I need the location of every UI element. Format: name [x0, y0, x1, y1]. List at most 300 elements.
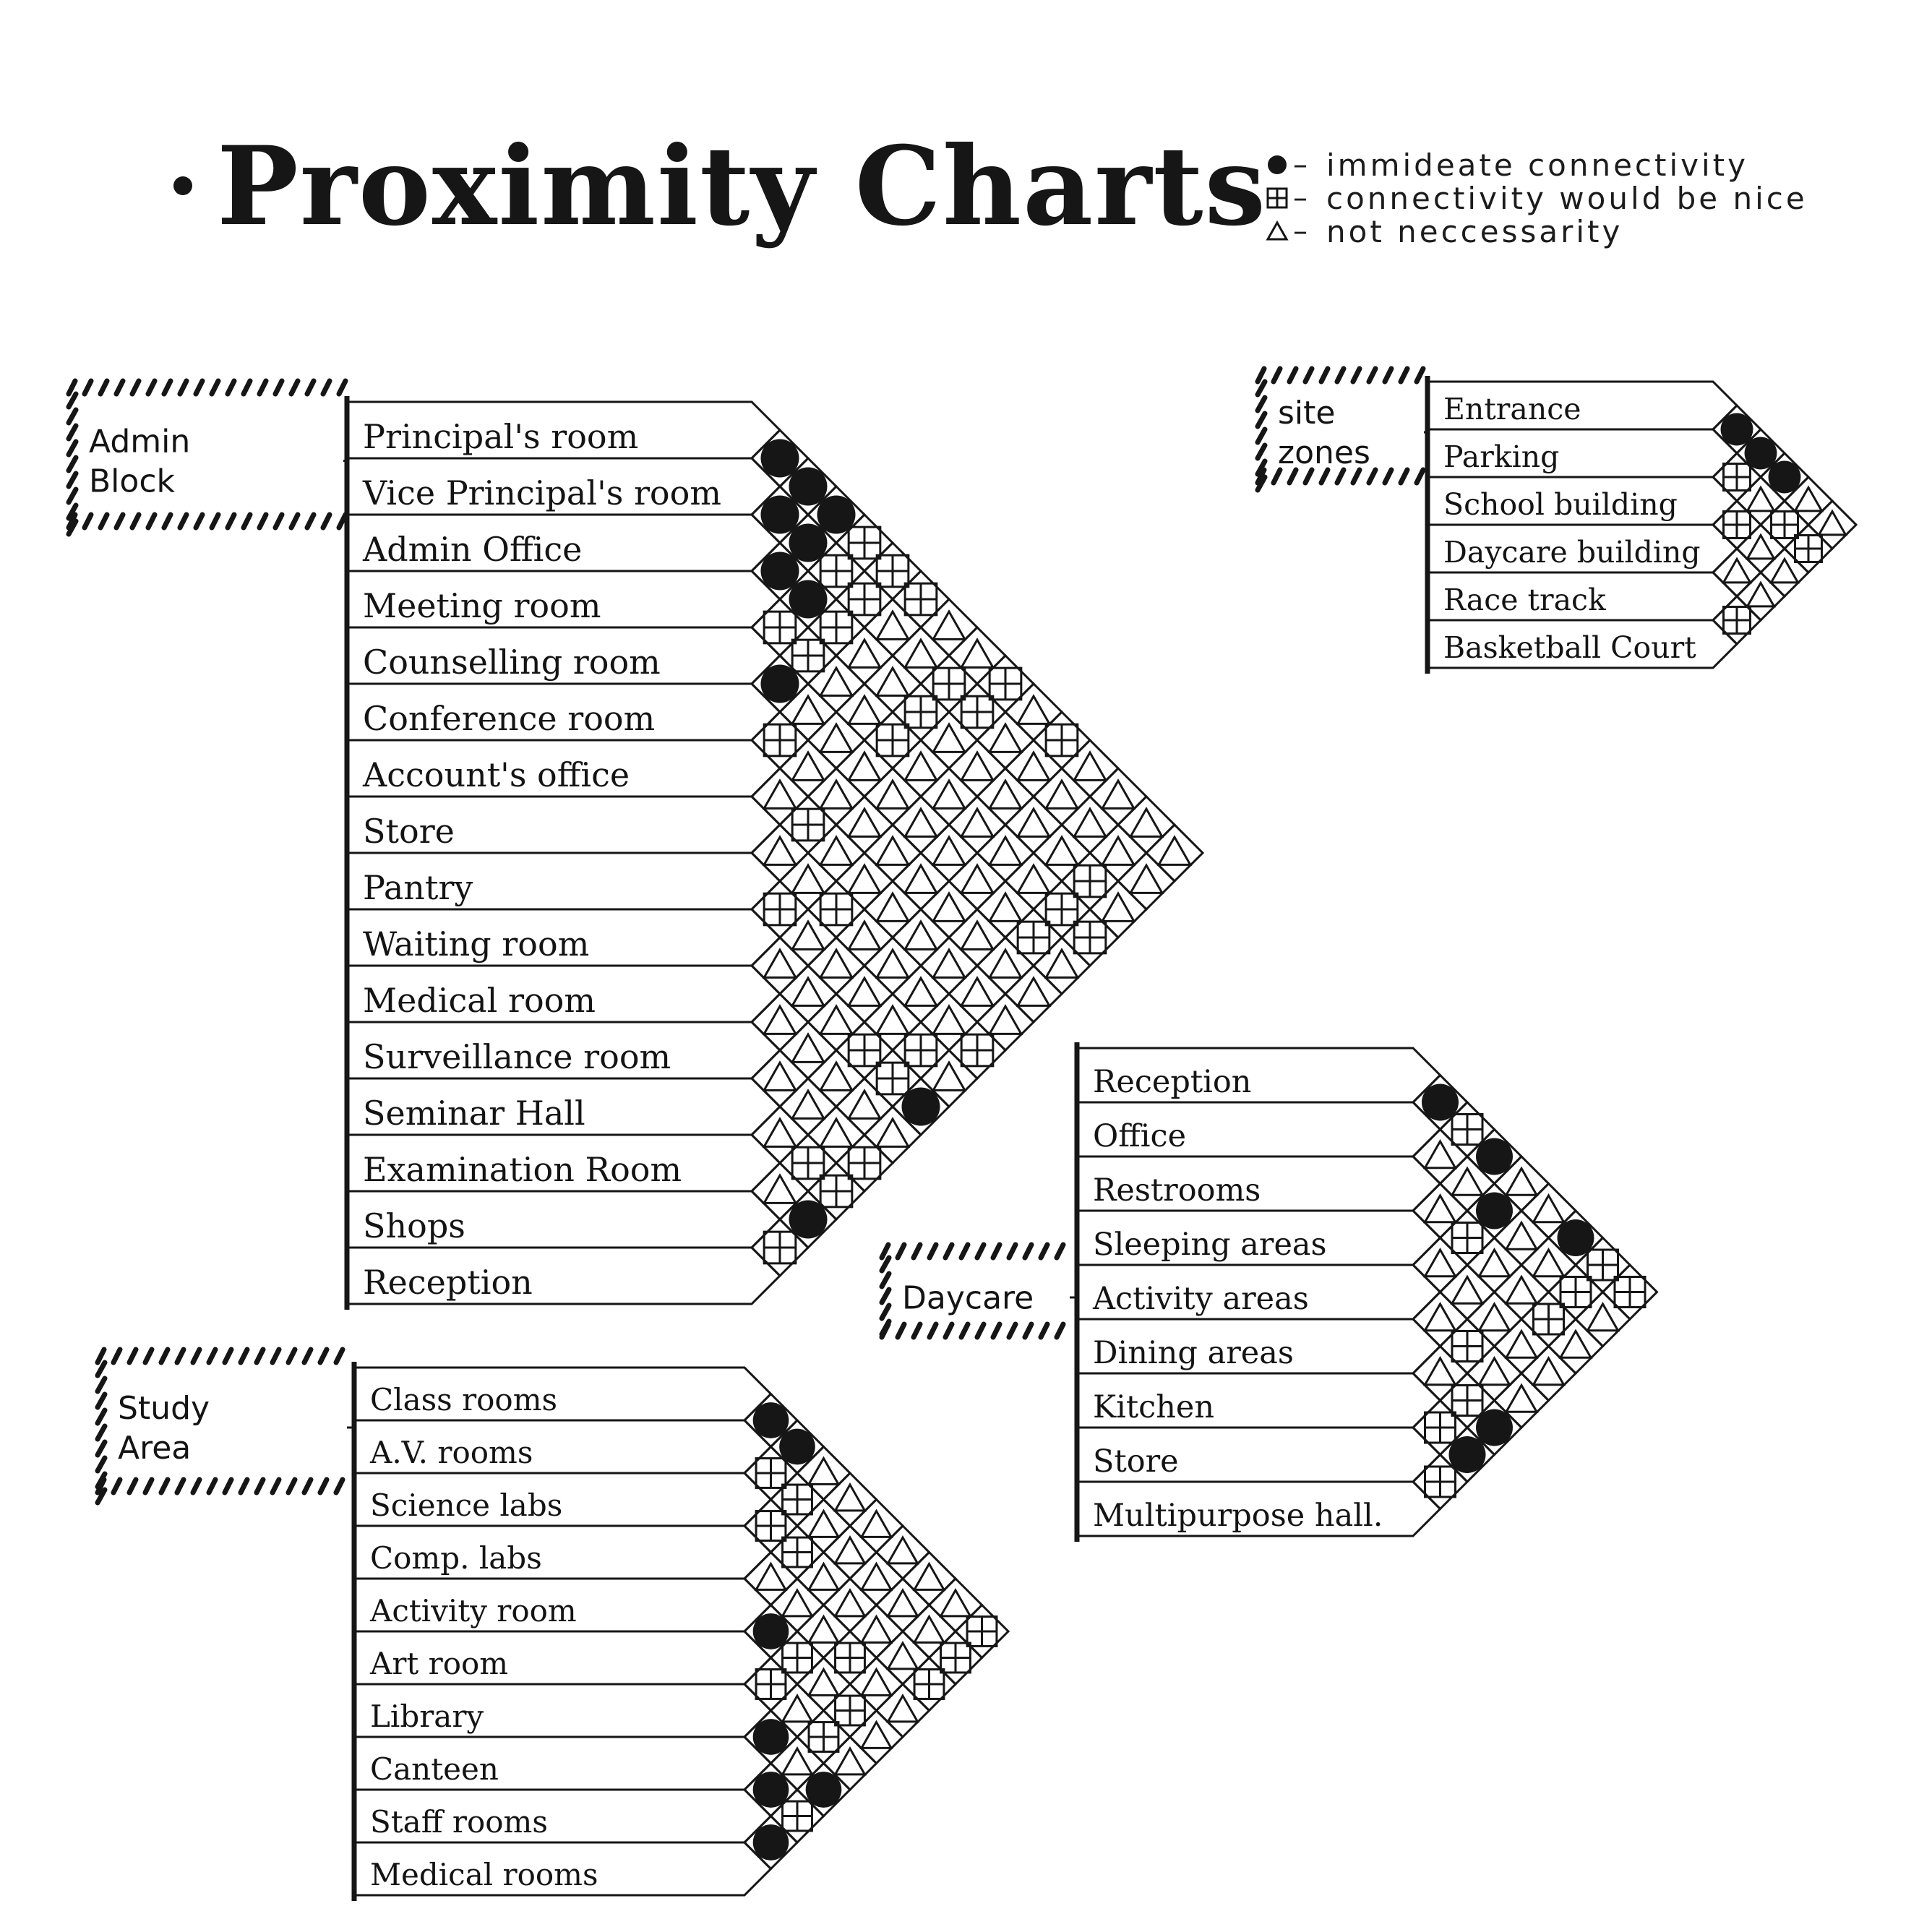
matrix-cell	[977, 825, 1034, 881]
triangle-icon	[933, 724, 965, 752]
triangle-icon	[764, 781, 796, 808]
triangle-icon	[1748, 583, 1774, 606]
matrix-cell	[752, 1050, 808, 1107]
matrix-cell	[1413, 1238, 1467, 1292]
legend-label: immideate connectivity	[1326, 147, 1749, 183]
legend-label: not neccessarity	[1326, 213, 1623, 249]
grid-square-icon	[989, 668, 1021, 700]
triangle-icon	[914, 1617, 944, 1643]
row-label: Sleeping areas	[1093, 1227, 1327, 1263]
triangle-icon	[836, 1590, 865, 1616]
triangle-icon	[1102, 893, 1134, 921]
grid-square-icon	[1425, 1412, 1456, 1443]
matrix-cell	[836, 627, 893, 684]
matrix-cell	[949, 740, 1005, 797]
matrix-cell	[808, 768, 864, 825]
matrix-cell	[1576, 1292, 1630, 1347]
triangle-icon	[1452, 1277, 1482, 1304]
matrix-cell	[1005, 797, 1062, 853]
triangle-icon	[961, 978, 993, 1005]
grid-square-icon	[792, 809, 824, 841]
matrix-cell	[893, 627, 949, 684]
matrix-cell	[752, 994, 808, 1050]
grid-square-icon	[1772, 512, 1798, 538]
matrix-cell	[850, 1553, 903, 1605]
matrix-cell	[921, 825, 977, 881]
matrix-cell	[780, 853, 836, 909]
row-label: Dining areas	[1093, 1335, 1294, 1371]
matrix-cell	[808, 712, 864, 768]
grid-square-icon	[905, 696, 937, 728]
zone-label: zones	[1278, 434, 1370, 471]
row-label: Kitchen	[1093, 1389, 1215, 1425]
triangle-icon	[849, 1091, 880, 1118]
grid-square-icon	[820, 555, 852, 587]
grid-square-icon	[836, 1696, 865, 1725]
zone-label: Admin	[89, 423, 191, 460]
matrix-cell	[1713, 549, 1761, 596]
matrix-cell	[1413, 1130, 1467, 1184]
matrix-cell	[808, 656, 864, 712]
matrix-cell	[903, 1605, 956, 1658]
triangle-icon	[961, 752, 993, 780]
matrix-cell	[864, 994, 921, 1050]
grid-square-icon	[933, 668, 965, 700]
matrix-cell	[929, 1579, 982, 1631]
grid-square-icon	[1588, 1250, 1618, 1280]
triangle-icon	[1018, 696, 1049, 724]
matrix-cell	[864, 656, 921, 712]
triangle-icon	[820, 781, 852, 808]
grid-square-icon	[1615, 1277, 1645, 1308]
grid-square-icon	[836, 1643, 865, 1673]
triangle-icon	[933, 1063, 965, 1090]
triangle-icon	[989, 893, 1021, 921]
grid-square-icon	[756, 1459, 786, 1488]
triangle-icon	[809, 1511, 838, 1537]
grid-square-icon	[1018, 922, 1049, 953]
matrix-cell	[808, 1050, 864, 1107]
matrix-cell	[1467, 1238, 1521, 1292]
zone-label: Daycare	[902, 1279, 1034, 1317]
row-label: Art room	[370, 1646, 509, 1681]
matrix-cell	[797, 1605, 850, 1658]
legend-label: connectivity would be nice	[1326, 180, 1808, 216]
grid-square-icon	[764, 1232, 796, 1263]
matrix-cell	[1549, 1319, 1603, 1373]
matrix-cell	[780, 966, 836, 1022]
legend-dash: –	[1293, 148, 1308, 181]
dot-icon	[753, 1824, 789, 1861]
triangle-icon	[1074, 752, 1106, 780]
matrix-cell	[836, 684, 893, 740]
matrix-cell	[797, 1658, 850, 1711]
triangle-icon	[989, 1006, 1021, 1034]
row-label: Class rooms	[370, 1382, 558, 1417]
matrix-cell	[1090, 881, 1146, 937]
triangle-icon	[877, 893, 909, 921]
triangle-icon	[1452, 1169, 1482, 1196]
matrix-cell	[977, 937, 1034, 994]
grid-square-icon	[905, 1034, 937, 1066]
triangle-icon	[1130, 865, 1162, 893]
triangle-icon	[820, 837, 852, 864]
matrix-cell	[893, 909, 949, 966]
grid-square-icon	[961, 1034, 993, 1066]
matrix-cell	[808, 1107, 864, 1163]
grid-square-icon	[820, 611, 852, 643]
grid-square-icon	[792, 1147, 824, 1179]
matrix-cell	[1034, 768, 1090, 825]
matrix-cell	[752, 768, 808, 825]
matrix-cell	[1118, 797, 1175, 853]
triangle-icon	[1748, 488, 1774, 511]
triangle-icon	[1102, 837, 1134, 864]
triangle-icon	[836, 1485, 865, 1511]
row-label: Medical rooms	[370, 1857, 598, 1892]
triangle-icon	[783, 1696, 812, 1722]
triangle-icon	[888, 1696, 918, 1722]
grid-square-icon	[1534, 1304, 1564, 1334]
grid-square-icon	[877, 1063, 909, 1094]
matrix-cell	[1413, 1184, 1467, 1238]
triangle-icon	[849, 865, 880, 893]
triangle-icon	[849, 978, 880, 1005]
matrix-cell	[780, 1022, 836, 1078]
triangle-icon	[809, 1670, 838, 1696]
matrix-cell	[850, 1658, 903, 1711]
row-label: Principal's room	[363, 417, 639, 456]
triangle-icon	[933, 611, 965, 639]
dot-icon	[1261, 150, 1293, 179]
legend-item-immediate	[1261, 148, 1808, 181]
matrix-cell	[1062, 740, 1118, 797]
chart-site	[1258, 369, 1856, 674]
matrix-cell	[1808, 501, 1856, 549]
legend-dash: –	[1293, 215, 1308, 248]
matrix-cell	[752, 937, 808, 994]
row-label: Examination Room	[363, 1150, 682, 1189]
grid-square-icon	[1452, 1331, 1482, 1362]
triangle-icon	[905, 752, 937, 780]
matrix-cell	[824, 1473, 877, 1526]
triangle-icon	[862, 1722, 891, 1748]
matrix-cell	[1495, 1265, 1549, 1319]
matrix-cell	[977, 881, 1034, 937]
row-label: Race track	[1443, 583, 1606, 617]
triangle-icon	[905, 640, 937, 667]
matrix-cell	[877, 1631, 929, 1684]
grid-square-icon	[877, 555, 909, 587]
row-label: Basketball Court	[1443, 630, 1696, 665]
matrix-cell	[1146, 825, 1203, 881]
triangle-icon	[989, 837, 1021, 864]
chart-daycare	[882, 1042, 1657, 1542]
grid-square-icon	[764, 893, 796, 925]
triangle-icon	[1506, 1223, 1537, 1250]
matrix-cell	[1090, 768, 1146, 825]
triangle-icon	[836, 1748, 865, 1774]
legend-item-not-necessary	[1261, 215, 1808, 248]
triangle-icon	[1480, 1358, 1510, 1385]
grid-square-icon	[1724, 512, 1751, 538]
triangle-icon	[820, 1119, 852, 1146]
matrix-cell	[1034, 825, 1090, 881]
triangle-icon	[1772, 559, 1798, 583]
page-title	[173, 123, 1267, 250]
matrix-cell	[824, 1579, 877, 1631]
grid-square-icon	[941, 1643, 971, 1673]
matrix-cell	[808, 937, 864, 994]
triangle-icon	[933, 781, 965, 808]
zone-label: Block	[89, 463, 176, 500]
triangle-icon	[1159, 837, 1190, 864]
matrix-cell	[921, 768, 977, 825]
triangle-icon	[888, 1537, 918, 1563]
grid-square-icon	[1261, 184, 1293, 213]
triangle-icon	[820, 1063, 852, 1090]
zone-label: Study	[118, 1389, 210, 1427]
matrix-cell	[1413, 1347, 1467, 1401]
triangle-icon	[764, 1175, 796, 1203]
matrix-cell	[836, 853, 893, 909]
matrix-cell	[836, 909, 893, 966]
triangle-icon	[764, 837, 796, 864]
grid-square-icon	[1724, 607, 1751, 634]
row-label: Admin Office	[363, 530, 583, 569]
row-label: Daycare building	[1443, 535, 1701, 570]
triangle-icon	[792, 696, 824, 724]
matrix-cell	[780, 909, 836, 966]
matrix-cell	[877, 1579, 929, 1631]
row-label: School building	[1443, 487, 1678, 522]
grid-square-icon	[1046, 724, 1078, 756]
matrix-cell	[977, 994, 1034, 1050]
triangle-icon	[1046, 837, 1078, 864]
row-label: Activity room	[370, 1593, 577, 1628]
matrix-cell	[949, 966, 1005, 1022]
triangle-icon	[849, 696, 880, 724]
triangle-icon	[820, 950, 852, 977]
matrix-cell	[1118, 853, 1175, 909]
row-label: Conference room	[363, 699, 656, 738]
triangle-icon	[1074, 809, 1106, 836]
grid-square-icon	[1452, 1223, 1482, 1253]
triangle-icon	[792, 978, 824, 1005]
matrix-cell	[808, 994, 864, 1050]
triangle-icon	[792, 752, 824, 780]
triangle-icon	[961, 922, 993, 949]
grid-square-icon	[764, 611, 796, 643]
triangle-icon	[933, 950, 965, 977]
triangle-icon	[1018, 978, 1049, 1005]
grid-square-icon	[1724, 464, 1751, 491]
triangle-icon	[792, 865, 824, 893]
matrix-cell	[1413, 1292, 1467, 1347]
matrix-cell	[797, 1553, 850, 1605]
triangle-icon	[1046, 950, 1078, 977]
grid-square-icon	[1046, 893, 1078, 925]
triangle-icon	[1102, 781, 1134, 808]
row-label: Entrance	[1443, 392, 1581, 426]
grid-square-icon	[1452, 1115, 1482, 1145]
triangle-icon	[862, 1511, 891, 1537]
triangle-icon	[1748, 536, 1774, 559]
grid-square-icon	[756, 1511, 786, 1541]
triangle-icon	[1046, 781, 1078, 808]
triangle-icon	[1534, 1358, 1564, 1385]
row-label: Counselling room	[363, 643, 661, 682]
row-label: Waiting room	[363, 924, 590, 964]
row-label: Restrooms	[1093, 1172, 1261, 1209]
triangle-icon	[809, 1617, 838, 1643]
triangle-icon	[862, 1670, 891, 1696]
row-label: Office	[1093, 1118, 1187, 1154]
matrix-cell	[864, 768, 921, 825]
triangle-icon	[849, 752, 880, 780]
legend	[1261, 148, 1808, 248]
grid-square-icon	[820, 1175, 852, 1207]
triangle-icon	[849, 922, 880, 949]
triangle-icon	[849, 640, 880, 667]
matrix-cell	[836, 966, 893, 1022]
matrix-cell	[949, 627, 1005, 684]
triangle-icon	[1819, 512, 1846, 535]
matrix-cell	[1005, 966, 1062, 1022]
triangle-icon	[877, 1006, 909, 1034]
triangle-icon	[820, 724, 852, 752]
row-label: Store	[363, 812, 455, 851]
triangle-icon	[933, 1006, 965, 1034]
matrix-cell	[1737, 525, 1785, 572]
chart-admin	[69, 381, 1203, 1310]
triangle-icon	[764, 1119, 796, 1146]
triangle-icon	[1018, 752, 1049, 780]
triangle-icon	[1480, 1304, 1510, 1331]
matrix-cell	[1737, 572, 1785, 620]
matrix-cell	[903, 1553, 956, 1605]
row-label: Reception	[363, 1263, 533, 1302]
matrix-cell	[1495, 1319, 1549, 1373]
row-label: Canteen	[370, 1751, 499, 1787]
triangle-icon	[809, 1564, 838, 1590]
matrix-cell	[744, 1553, 797, 1605]
matrix-cell	[850, 1605, 903, 1658]
grid-square-icon	[1425, 1467, 1456, 1497]
grid-square-icon	[1074, 922, 1106, 953]
grid-square-icon	[849, 1147, 880, 1179]
matrix-cell	[780, 1078, 836, 1135]
matrix-cell	[877, 1526, 929, 1579]
triangle-icon	[862, 1617, 891, 1643]
triangle-icon	[792, 1091, 824, 1118]
triangle-icon	[877, 1119, 909, 1146]
grid-square-icon	[809, 1722, 838, 1752]
triangle-icon	[877, 668, 909, 695]
matrix-cell	[780, 740, 836, 797]
grid-square-icon	[783, 1537, 812, 1567]
triangle-icon	[877, 781, 909, 808]
matrix-cell	[824, 1526, 877, 1579]
triangle-icon	[1261, 217, 1293, 246]
row-label: Activity areas	[1093, 1281, 1309, 1317]
matrix-cell	[850, 1500, 903, 1553]
grid-square-icon	[756, 1670, 786, 1699]
matrix-cell	[1090, 825, 1146, 881]
matrix-cell	[921, 881, 977, 937]
triangle-icon	[905, 865, 937, 893]
row-label: Store	[1093, 1443, 1179, 1480]
triangle-icon	[1506, 1386, 1537, 1412]
triangle-icon	[764, 1006, 796, 1034]
matrix-cell	[1441, 1265, 1495, 1319]
grid-square-icon	[764, 724, 796, 756]
matrix-cell	[836, 740, 893, 797]
triangle-icon	[862, 1564, 891, 1590]
triangle-icon	[905, 809, 937, 836]
matrix-cell	[921, 994, 977, 1050]
triangle-icon	[1560, 1331, 1591, 1358]
chart-study	[98, 1349, 1008, 1901]
triangle-icon	[888, 1643, 918, 1669]
bullet-dot	[173, 176, 192, 195]
matrix-cell	[864, 599, 921, 656]
triangle-icon	[1534, 1250, 1564, 1276]
triangle-icon	[783, 1748, 812, 1774]
triangle-icon	[877, 950, 909, 977]
matrix-cell	[836, 797, 893, 853]
matrix-cell	[949, 909, 1005, 966]
grid-square-icon	[1560, 1277, 1591, 1308]
triangle-icon	[836, 1537, 865, 1563]
triangle-icon	[1724, 559, 1751, 583]
matrix-cell	[977, 712, 1034, 768]
grid-square-icon	[849, 583, 880, 615]
triangle-icon	[888, 1590, 918, 1616]
matrix-cell	[893, 740, 949, 797]
matrix-cell	[893, 853, 949, 909]
triangle-icon	[820, 1006, 852, 1034]
matrix-cell	[1005, 684, 1062, 740]
matrix-cell	[921, 937, 977, 994]
grid-square-icon	[877, 724, 909, 756]
matrix-cell	[877, 1684, 929, 1737]
matrix-cell	[752, 1107, 808, 1163]
triangle-icon	[1425, 1304, 1456, 1331]
row-label: Medical room	[363, 981, 596, 1020]
matrix-cell	[893, 966, 949, 1022]
grid-square-icon	[967, 1617, 997, 1647]
triangle-icon	[792, 922, 824, 949]
grid-square-icon	[961, 696, 993, 728]
triangle-icon	[764, 950, 796, 977]
grid-square-icon	[783, 1643, 812, 1673]
grid-square-icon	[914, 1670, 944, 1699]
triangle-icon	[1480, 1250, 1510, 1276]
triangle-icon	[961, 809, 993, 836]
matrix-cell	[1005, 853, 1062, 909]
triangle-icon	[933, 837, 965, 864]
grid-square-icon	[905, 583, 937, 615]
row-label: Vice Principal's room	[363, 473, 721, 512]
triangle-icon	[1534, 1196, 1564, 1222]
matrix-cell	[1005, 740, 1062, 797]
row-label: Reception	[1093, 1064, 1252, 1100]
triangle-icon	[820, 668, 852, 695]
triangle-icon	[1506, 1277, 1537, 1304]
matrix-cell	[808, 825, 864, 881]
row-label: Meeting room	[363, 586, 601, 625]
